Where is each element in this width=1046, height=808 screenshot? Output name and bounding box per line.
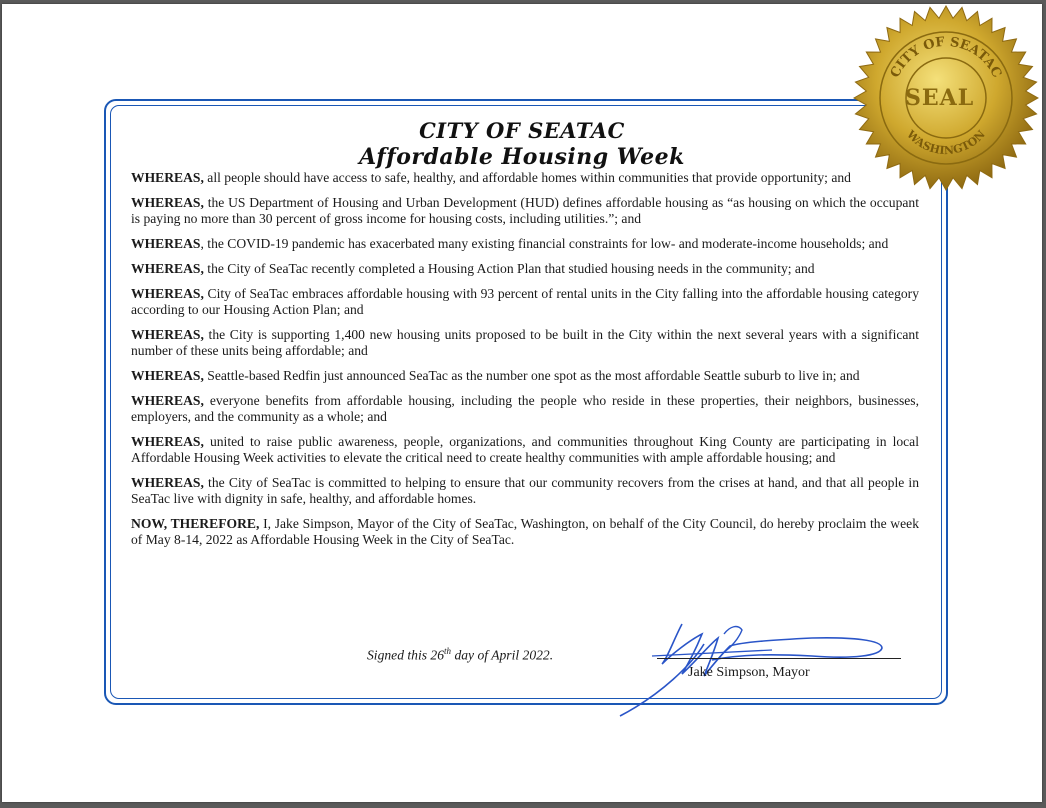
paragraph-lead: WHEREAS, [131, 393, 204, 408]
paragraph-text: all people should have access to safe, healthy, and affordable homes within communities that provide opportunity; and [203, 170, 851, 185]
proclamation-paragraph [131, 286, 919, 318]
mayor-signature [612, 604, 902, 719]
paragraph-text: united to raise public awareness, people, organizations, and communities throughout King County are participating in local Affordable Housing Week activities to elevate the critical need to create healthy communities with ample affordable housing; and [131, 434, 919, 465]
signer-name: Jake Simpson, Mayor [688, 665, 810, 680]
document-page [2, 4, 1042, 802]
paragraph-lead: WHEREAS, [131, 475, 204, 490]
paragraph-text: everyone benefits from affordable housing, including the people who reside in these properties, their neighbors, businesses, employers, and the community as a whole; and [131, 393, 919, 424]
seal-ring-bottom: WASHINGTON [904, 127, 988, 158]
paragraph-lead: WHEREAS, [131, 327, 204, 342]
paragraph-text: City of SeaTac embraces affordable housing with 93 percent of rental units in the City falling into the affordable housing category according to our Housing Action Plan; and [131, 286, 919, 317]
paragraph-text: , the COVID-19 pandemic has exacerbated many existing financial constraints for low- and moderate-income households; and [200, 236, 889, 251]
proclamation-paragraph [131, 236, 919, 252]
paragraph-text: the US Department of Housing and Urban Development (HUD) defines affordable housing as “as housing on which the occupant is paying no more than 30 percent of gross income for housing costs, including utilities.”; and [131, 195, 919, 226]
document-title: CITY OF SEATAC [419, 118, 625, 143]
proclamation-paragraph [131, 393, 919, 425]
proclamation-paragraph [131, 327, 919, 359]
paragraph-lead: WHEREAS, [131, 434, 204, 449]
paragraph-lead: WHEREAS, [131, 170, 204, 185]
paragraph-lead: WHEREAS [131, 236, 201, 251]
proclamation-paragraph [131, 261, 919, 277]
paragraph-text: the City of SeaTac recently completed a Housing Action Plan that studied housing needs in the community; and [203, 261, 815, 276]
proclamation-body [131, 170, 919, 557]
paragraph-text: the City of SeaTac is committed to helping to ensure that our community recovers from the crises at hand, and that all people in SeaTac live with dignity in safe, healthy, and affordable homes. [131, 475, 919, 506]
paragraph-lead: WHEREAS, [131, 195, 204, 210]
signature-line [657, 658, 901, 659]
proclamation-paragraph [131, 170, 919, 186]
paragraph-text: the City is supporting 1,400 new housing units proposed to be built in the City within the next several years with a significant number of these units being affordable; and [131, 327, 919, 358]
proclamation-paragraph [131, 195, 919, 227]
proclamation-paragraph [131, 368, 919, 384]
seal-center-text: SEAL [905, 85, 975, 111]
proclamation-paragraph [131, 516, 919, 548]
proclamation-paragraph [131, 475, 919, 507]
paragraph-lead: WHEREAS, [131, 286, 204, 301]
document-subtitle: Affordable Housing Week [359, 144, 685, 170]
seal-ring-top: CITY OF SEATAC [887, 34, 1005, 81]
paragraph-lead: NOW, THEREFORE, [131, 516, 260, 531]
paragraph-text: Seattle-based Redfin just announced SeaTac as the number one spot as the most affordable Seattle suburb to live in; and [203, 368, 860, 383]
signed-date: Signed this 26th day of April 2022. [367, 646, 554, 663]
paragraph-lead: WHEREAS, [131, 261, 204, 276]
proclamation-paragraph [131, 434, 919, 466]
paragraph-text: I, Jake Simpson, Mayor of the City of SeaTac, Washington, on behalf of the City Council, do hereby proclaim the week of May 8-14, 2022 as Affordable Housing Week in the City of SeaTac. [131, 516, 919, 547]
paragraph-lead: WHEREAS, [131, 368, 204, 383]
